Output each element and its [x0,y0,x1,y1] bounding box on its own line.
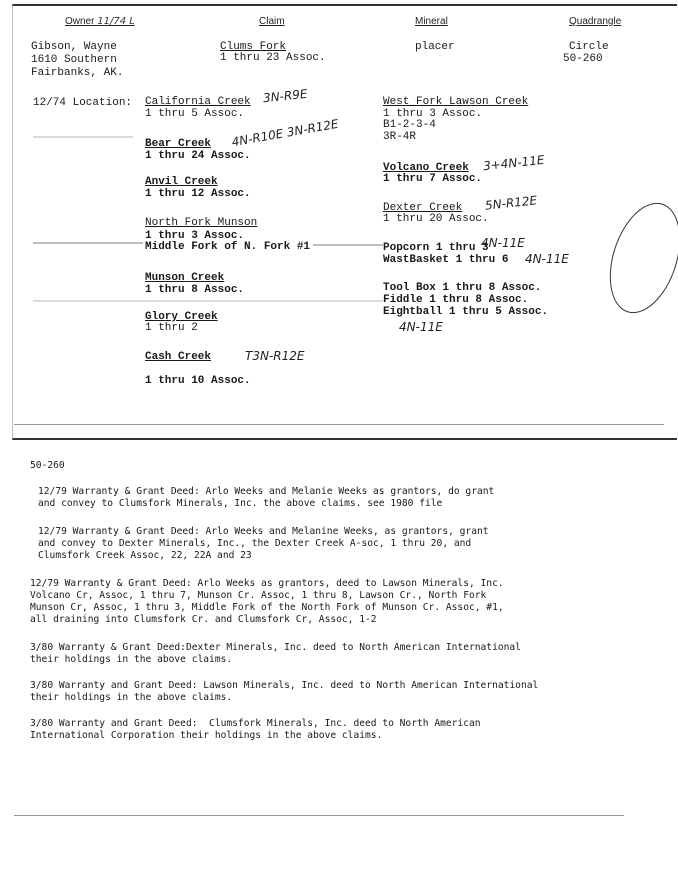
scan-noise [33,136,133,138]
owner-address-1: 1610 Southern [31,54,117,66]
claim-tool-box: Tool Box 1 thru 8 Assoc. [383,282,542,294]
claim-dexter-count: 1 thru 20 Assoc. [383,213,489,225]
claim-volcano-count: 1 thru 7 Assoc. [383,173,483,185]
claim-bear-count: 1 thru 24 Assoc. [145,150,251,162]
claim-cash-count: 1 thru 10 Assoc. [145,375,251,387]
divider [14,815,624,816]
claim-wastbasket: WastBasket 1 thru 6 [383,254,509,266]
handwritten-location-note: 5N-R12E [484,193,538,213]
claim-eightball: Eightball 1 thru 5 Assoc. [383,306,549,318]
deed-entry: 12/79 Warranty & Grant Deed: Arlo Weeks and Melanine Weeks, as grantors, grant and convey to Dexter Minerals, Inc., the Dexter Creek A-soc, 1 thru 20, and Clumsfork Creek Assoc, 22, 22A and 23 [38,526,489,561]
claim-glory-count: 1 thru 2 [145,322,198,334]
claim-west-fork-count: 1 thru 3 Assoc. [383,108,483,120]
scan-noise [33,242,143,244]
file-number: 50-260 [30,460,65,471]
handwritten-location-note: T3N-R12E [245,349,305,363]
location-label: 12/74 Location: [33,97,133,109]
claim-california-count: 1 thru 5 Assoc. [145,108,245,120]
quadrangle-number: 50-260 [563,53,603,65]
deed-entry: 3/80 Warranty and Grant Deed: Lawson Minerals, Inc. deed to North American International their holdings in the above claims. [30,680,539,703]
claim-volcano-creek: Volcano Creek [383,162,469,174]
claim-anvil-count: 1 thru 12 Assoc. [145,188,251,200]
owner-name: Gibson, Wayne [31,41,117,53]
claim-west-fork-extra-2: 3R-4R [383,131,417,143]
handwritten-location-note: 3+4N-11E [482,152,546,174]
deed-entry: 12/79 Warranty & Grant Deed: Arlo Weeks as grantors, deed to Lawson Minerals, Inc. Volcano Cr, Assoc, 1 thru 7, Munson Cr. Assoc, 1 thru 8, Lawson Cr., North Fork Munson Cr, Assoc, 1 thru 3, Middle Fork of the North Fork of Munson Cr. Assoc, #1, all draining into Clumsfork Cr. and Clumsfork Cr, Assoc, 1-2 [30,578,504,625]
quadrangle-name: Circle [569,41,609,53]
divider [14,424,664,425]
handwritten-location-note: 4N-11E [399,320,443,334]
handwritten-location-note: 4N-11E [525,252,569,266]
handwritten-location-note: 4N-R10E 3N-R12E [230,116,340,150]
claim-anvil-creek: Anvil Creek [145,176,218,188]
deed-entry: 3/80 Warranty & Grant Deed:Dexter Minerals, Inc. deed to North American International their holdings in the above claims. [30,642,521,665]
scan-noise [313,244,383,246]
deed-entry: 12/79 Warranty & Grant Deed: Arlo Weeks and Melanie Weeks as grantors, do grant and convey to Clumsfork Minerals, Inc. the above claims. see 1980 file [38,486,495,509]
claim-munson-count: 1 thru 8 Assoc. [145,284,245,296]
claim-bear-creek: Bear Creek [145,138,212,150]
claim-munson-creek: Munson Creek [145,272,225,284]
handwritten-seal [597,194,678,322]
claim-card [12,4,677,440]
quadrangle-header: Quadrangle [569,16,622,27]
claim-glory-creek: Glory Creek [145,311,218,323]
primary-claim-count: 1 thru 23 Assoc. [220,52,326,64]
primary-claim-name: Clums Fork [220,41,287,53]
deed-entry: 3/80 Warranty and Grant Deed: Clumsfork Minerals, Inc. deed to North American International Corporation their holdings in the above claims. [30,718,481,741]
claim-west-fork-lawson: West Fork Lawson Creek [383,96,529,108]
handwritten-location-note: 3N-R9E [262,86,309,106]
claim-fiddle: Fiddle 1 thru 8 Assoc. [383,294,529,306]
mineral-value: placer [415,41,455,53]
owner-header: Owner 11/74 L [65,16,135,27]
claim-dexter-creek: Dexter Creek [383,202,463,214]
claim-popcorn: Popcorn 1 thru 3 [383,242,489,254]
claim-north-fork-munson: North Fork Munson [145,217,258,229]
owner-address-2: Fairbanks, AK. [31,67,124,79]
claim-west-fork-extra-1: B1-2-3-4 [383,119,436,131]
claim-north-fork-count: 1 thru 3 Assoc. [145,230,245,242]
claim-california-creek: California Creek [145,96,251,108]
mineral-header: Mineral [415,16,448,27]
scan-noise [33,300,383,302]
claim-middle-fork: Middle Fork of N. Fork #1 [145,241,311,253]
claim-cash-creek: Cash Creek [145,351,212,363]
handwritten-location-note: 4N-11E [481,236,525,250]
claim-header: Claim [259,16,285,27]
